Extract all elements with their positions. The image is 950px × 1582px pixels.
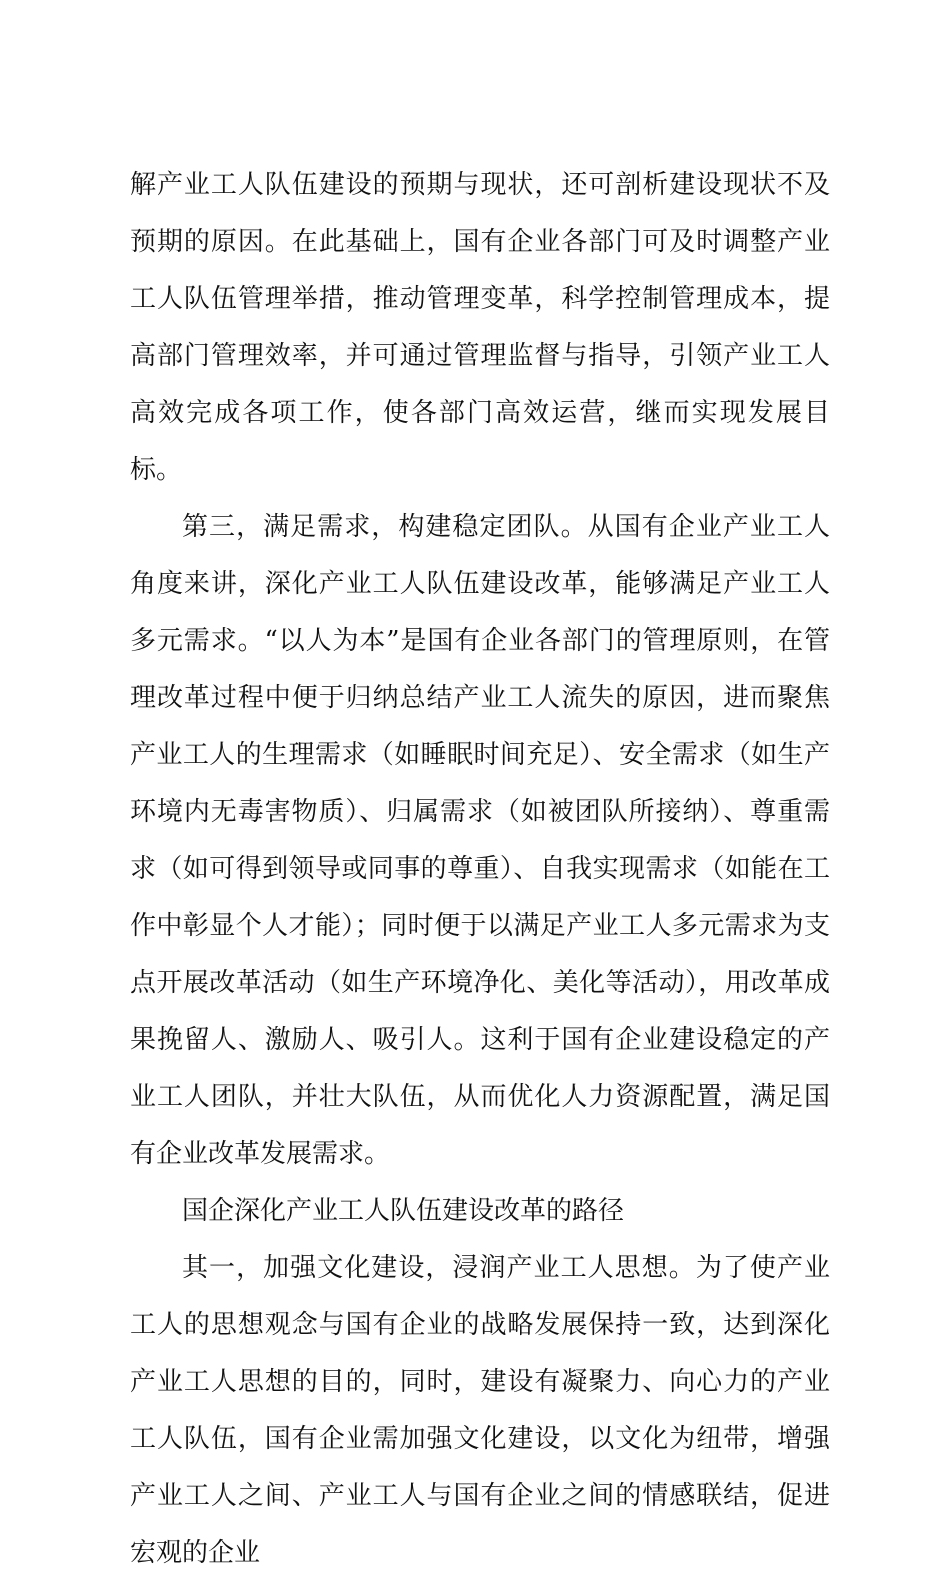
paragraph-path-one: 其一，加强文化建设，浸润产业工人思想。为了使产业工人的思想观念与国有企业的战略发展保持一致，达到深化产业工人思想的目的，同时，建设有凝聚力、向心力的产业工人队伍，国有企业需加强文化建设，以文化为纽带，增强产业工人之间、产业工人与国有企业之间的情感联结，促进宏观的企业 [130, 1253, 830, 1568]
paragraph-third-point: 第三，满足需求，构建稳定团队。从国有企业产业工人角度来讲，深化产业工人队伍建设改革，能够满足产业工人多元需求。“以人为本”是国有企业各部门的管理原则，在管理改革过程中便于归纳总结产业工人流失的原因，进而聚焦产业工人的生理需求（如睡眠时间充足）、安全需求（如生产环境内无毒害物质）、归属需求（如被团队所接纳）、尊重需求（如可得到领导或同事的尊重）、自我实现需求（如能在工作中彰显个人才能）；同时便于以满足产业工人多元需求为支点开展改革活动（如生产环境净化、美化等活动），用改革成果挽留人、激励人、吸引人。这利于国有企业建设稳定的产业工人团队，并壮大队伍，从而优化人力资源配置，满足国有企业改革发展需求。 [130, 512, 830, 1169]
section-heading: 国企深化产业工人队伍建设改革的路径 [182, 1196, 625, 1226]
document-body [130, 157, 830, 1582]
paragraph-continued: 解产业工人队伍建设的预期与现状，还可剖析建设现状不及预期的原因。在此基础上，国有企业各部门可及时调整产业工人队伍管理举措，推动管理变革，科学控制管理成本，提高部门管理效率，并可通过管理监督与指导，引领产业工人高效完成各项工作，使各部门高效运营，继而实现发展目标。 [130, 170, 830, 485]
